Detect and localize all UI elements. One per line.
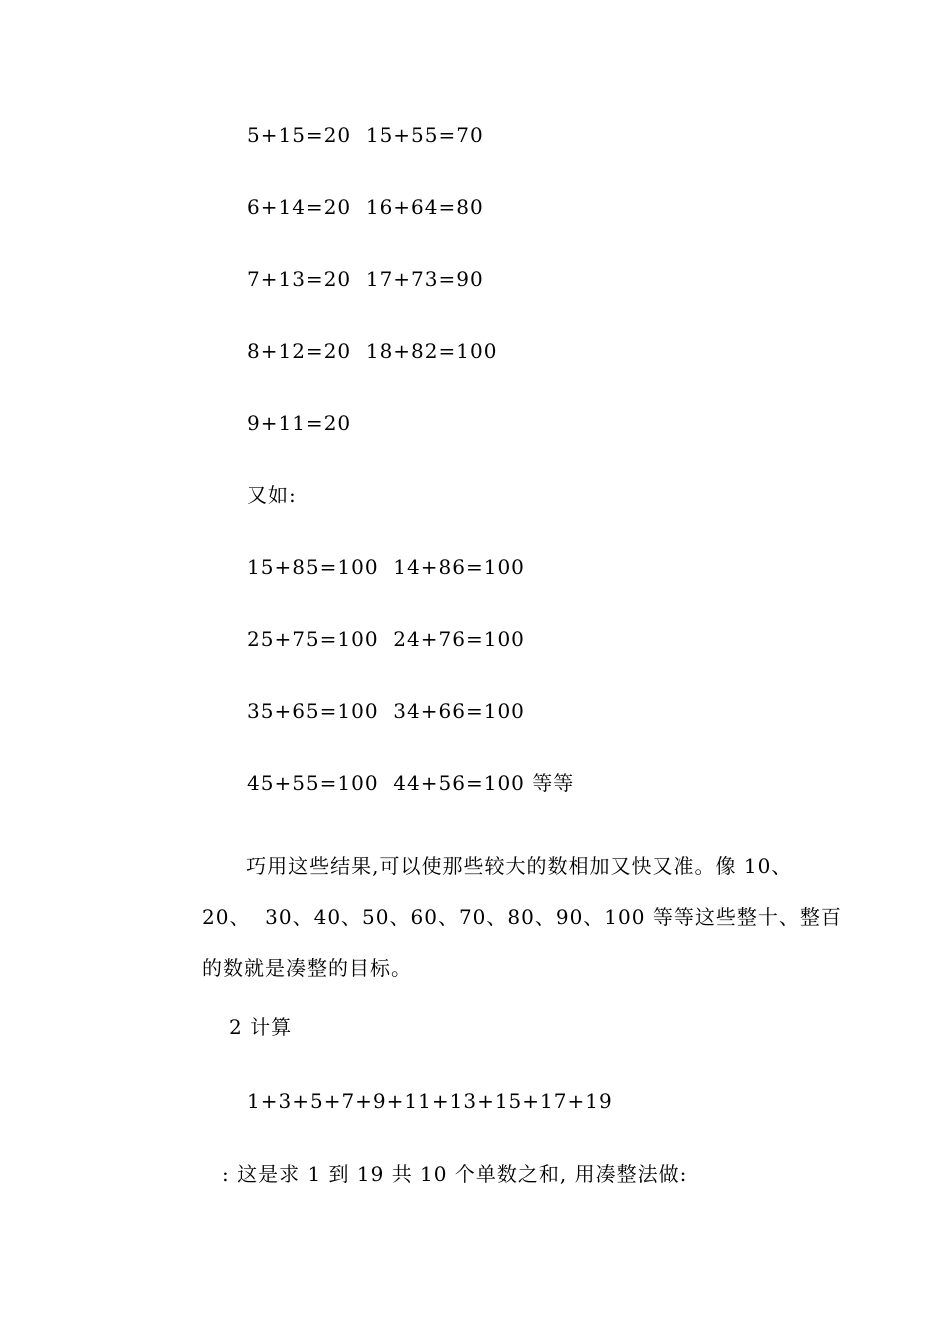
- equation-line: 5+15=20 15+55=70: [247, 123, 484, 147]
- equation-line: 8+12=20 18+82=100: [247, 339, 498, 363]
- paragraph-line: 的数就是凑整的目标。: [202, 956, 412, 980]
- explanation-paragraph: [202, 841, 842, 994]
- paragraph-line: 20、 30、40、50、60、70、80、90、100 等等这些整十、整百: [202, 905, 842, 929]
- paragraph-line: 巧用这些结果,可以使那些较大的数相加又快又准。像 10、: [202, 854, 793, 878]
- equation-line: 25+75=100 24+76=100: [247, 627, 525, 651]
- solution-intro: : 这是求 1 到 19 共 10 个单数之和, 用凑整法做:: [222, 1162, 688, 1186]
- equation-line: 45+55=100 44+56=100 等等: [247, 771, 575, 795]
- expression-line: 1+3+5+7+9+11+13+15+17+19: [247, 1089, 613, 1113]
- equation-line: 9+11=20: [247, 411, 352, 435]
- equation-line: 7+13=20 17+73=90: [247, 267, 484, 291]
- equation-line: 35+65=100 34+66=100: [247, 699, 525, 723]
- section-heading: 2 计算: [229, 1015, 293, 1039]
- equation-line: 15+85=100 14+86=100: [247, 555, 525, 579]
- example-label: 又如:: [247, 483, 297, 507]
- equation-line: 6+14=20 16+64=80: [247, 195, 484, 219]
